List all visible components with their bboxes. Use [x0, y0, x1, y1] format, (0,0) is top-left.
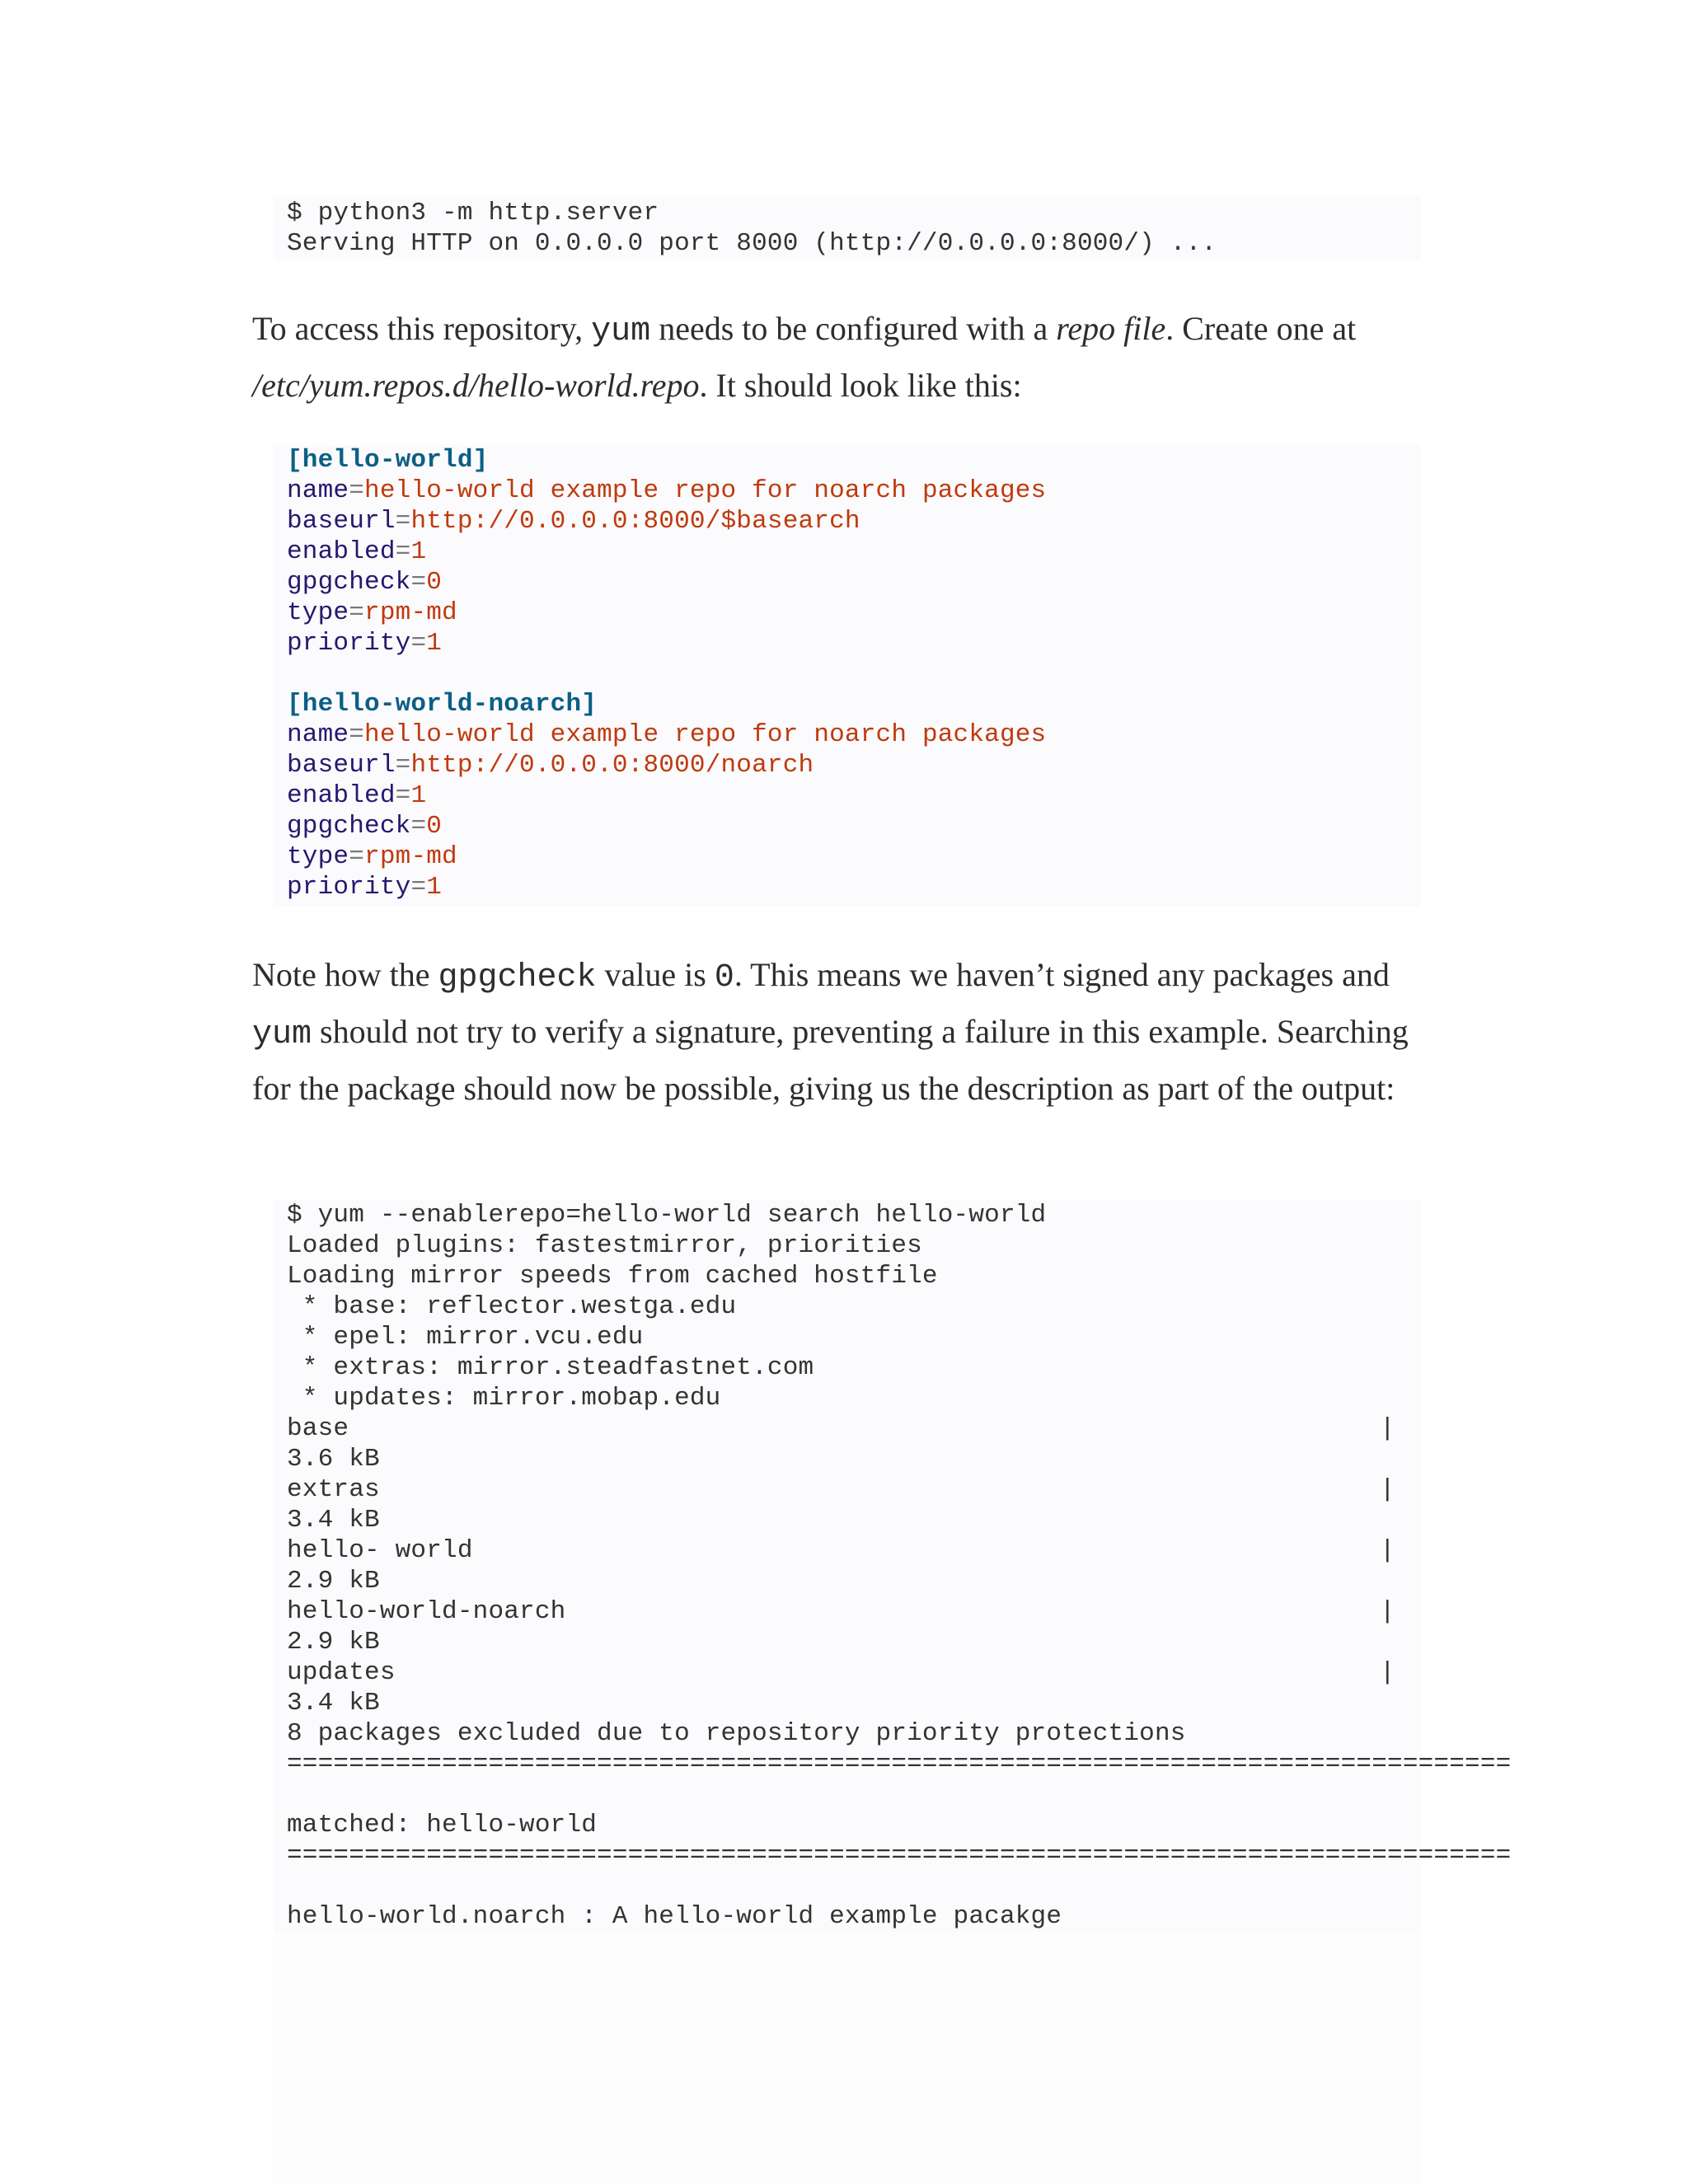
code-line: * epel: mirror.vcu.edu — [287, 1323, 644, 1352]
code-line: * base: reflector.westga.edu — [287, 1292, 737, 1321]
repo-name-line — [287, 1657, 1421, 1688]
repo-name-line — [287, 1596, 1421, 1627]
repo-entry — [287, 567, 1421, 598]
repo-entry — [287, 811, 1421, 841]
inline-code: yum — [252, 1016, 312, 1053]
repo-key: type — [287, 842, 349, 871]
repo-size: 2.9 kB — [287, 1628, 380, 1657]
repo-name: base — [287, 1414, 349, 1443]
repo-entry — [287, 780, 1421, 811]
repo-eq: = — [395, 781, 411, 810]
repo-value: 1 — [426, 629, 443, 658]
repo-size: 3.4 kB — [287, 1506, 380, 1535]
text-run: value is — [596, 956, 715, 993]
repo-entry — [287, 506, 1421, 537]
repo-entry — [287, 628, 1421, 658]
text-run: . This means we haven’t signed any packages and — [734, 956, 1390, 993]
repo-value: hello-world example repo for noarch packages — [364, 476, 1047, 505]
repo-key: name — [287, 720, 349, 749]
repo-name: extras — [287, 1475, 380, 1504]
repo-entry — [287, 750, 1421, 780]
repo-pipe: | — [1380, 1536, 1395, 1565]
repo-key: gpgcheck — [287, 568, 411, 597]
repo-eq: = — [349, 598, 365, 627]
inline-code: 0 — [714, 959, 734, 996]
emphasis-path: /etc/yum.repos.d/hello-world.repo — [252, 367, 700, 404]
repo-name-line — [287, 1413, 1421, 1444]
text-run: . It should look like this: — [699, 367, 1022, 404]
code-line: * updates: mirror.mobap.edu — [287, 1384, 721, 1413]
text-run: should not try to verify a signature, preventing a failure in this example. Searching for the package should now be possible, giving us the description as part of the output: — [252, 1013, 1409, 1107]
repo-value: http://0.0.0.0:8000/$basearch — [410, 507, 860, 536]
repo-section-header: [hello-world] — [287, 446, 489, 475]
repo-name-line — [287, 1535, 1421, 1566]
repo-eq: = — [410, 568, 427, 597]
repo-key: priority — [287, 873, 411, 902]
separator-line: =============================================================================== — [287, 1750, 1512, 1779]
repo-entry — [287, 719, 1421, 750]
repo-name: hello-world-noarch — [287, 1597, 566, 1626]
matched-line: matched: hello-world — [287, 1811, 598, 1840]
code-line: Loading mirror speeds from cached hostfile — [287, 1262, 938, 1291]
separator-line: =============================================================================== — [287, 1841, 1512, 1870]
repo-eq: = — [395, 537, 411, 566]
repo-key: gpgcheck — [287, 812, 411, 841]
repo-value: hello-world example repo for noarch packages — [364, 720, 1047, 749]
blank-line — [287, 658, 1421, 689]
code-line: $ python3 -m http.server — [287, 199, 659, 227]
excluded-line: 8 packages excluded due to repository priority protections — [287, 1719, 1186, 1748]
repo-value: 0 — [426, 568, 443, 597]
repo-size: 3.4 kB — [287, 1689, 380, 1718]
code-line: Serving HTTP on 0.0.0.0 port 8000 (http://0.0.0.0:8000/) ... — [287, 229, 1217, 258]
repo-pipe: | — [1380, 1475, 1395, 1504]
repo-eq: = — [410, 812, 427, 841]
repo-value: 1 — [426, 873, 443, 902]
repo-size: 3.6 kB — [287, 1445, 380, 1474]
paragraph-repo-intro — [252, 302, 1426, 412]
repo-pipe: | — [1380, 1658, 1395, 1687]
repo-eq: = — [395, 507, 411, 536]
inline-code: yum — [591, 313, 651, 350]
repo-key: enabled — [287, 781, 396, 810]
text-run: needs to be configured with a — [650, 310, 1057, 347]
repo-entry — [287, 537, 1421, 567]
code-block-http-server — [274, 196, 1421, 260]
code-line: Loaded plugins: fastestmirror, priorities — [287, 1231, 922, 1260]
code-block-yum-search — [274, 1200, 1512, 1932]
emphasis: repo file — [1056, 310, 1166, 347]
text-run: Note how the — [252, 956, 438, 993]
result-line: hello-world.noarch : A hello-world example pacakge — [287, 1902, 1062, 1931]
inline-code: gpgcheck — [438, 959, 597, 996]
repo-eq: = — [349, 842, 365, 871]
repo-entry — [287, 476, 1421, 506]
repo-key: baseurl — [287, 751, 396, 780]
repo-value: http://0.0.0.0:8000/noarch — [410, 751, 814, 780]
repo-name-line — [287, 1474, 1421, 1505]
repo-key: priority — [287, 629, 411, 658]
repo-value: 0 — [426, 812, 443, 841]
repo-name: hello- world — [287, 1536, 473, 1565]
text-run: . Create one at — [1165, 310, 1357, 347]
repo-value: rpm-md — [364, 598, 457, 627]
repo-entry — [287, 598, 1421, 628]
repo-section-header: [hello-world-noarch] — [287, 690, 598, 719]
repo-eq: = — [349, 476, 365, 505]
repo-eq: = — [349, 720, 365, 749]
repo-key: type — [287, 598, 349, 627]
code-line: $ yum --enablerepo=hello-world search hello-world — [287, 1201, 1047, 1230]
paragraph-gpgcheck-note — [252, 948, 1426, 1115]
text-run: To access this repository, — [252, 310, 592, 347]
repo-name: updates — [287, 1658, 396, 1687]
repo-key: baseurl — [287, 507, 396, 536]
code-block-repo-file — [274, 445, 1421, 907]
repo-pipe: | — [1380, 1414, 1395, 1443]
repo-entry — [287, 841, 1421, 872]
repo-key: name — [287, 476, 349, 505]
repo-entry — [287, 872, 1421, 902]
repo-eq: = — [410, 873, 427, 902]
repo-size: 2.9 kB — [287, 1567, 380, 1596]
blank-line — [287, 1779, 1421, 1810]
blank-line — [287, 1871, 1421, 1901]
repo-value: 1 — [410, 537, 427, 566]
repo-value: rpm-md — [364, 842, 457, 871]
repo-pipe: | — [1380, 1597, 1395, 1626]
code-line: * extras: mirror.steadfastnet.com — [287, 1353, 814, 1382]
repo-value: 1 — [410, 781, 427, 810]
repo-eq: = — [395, 751, 411, 780]
repo-eq: = — [410, 629, 427, 658]
repo-key: enabled — [287, 537, 396, 566]
page-shade — [274, 1932, 1421, 2184]
